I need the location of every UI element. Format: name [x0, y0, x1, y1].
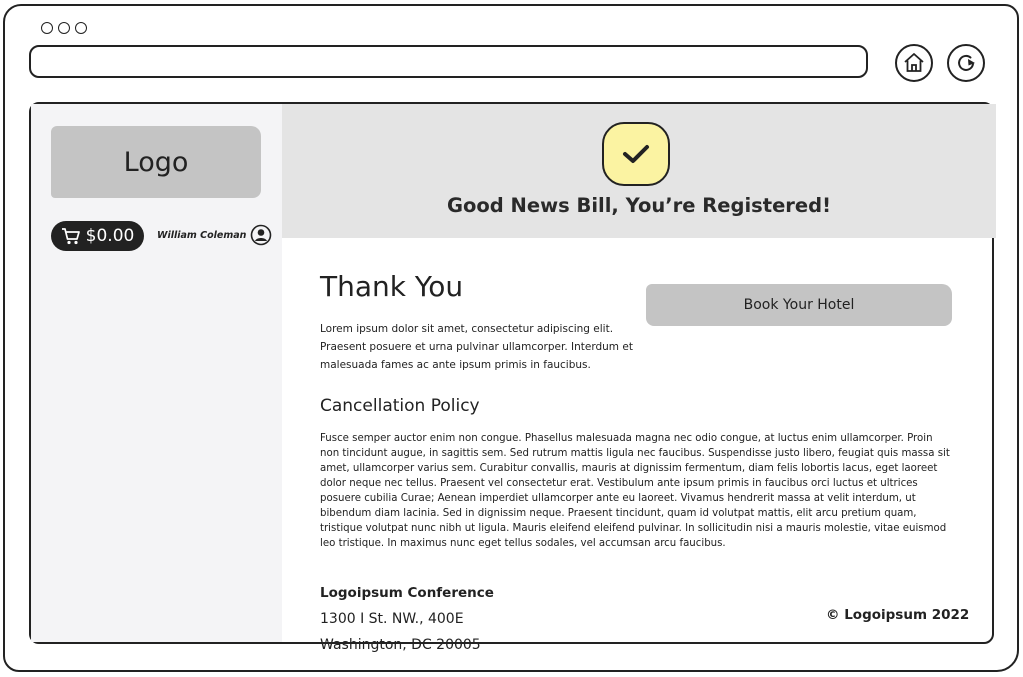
checkmark-icon [621, 142, 651, 166]
footer-address-line2: Washington, DC 20005 [320, 637, 481, 653]
banner-title: Good News Bill, You’re Registered! [447, 194, 831, 217]
cancellation-policy-text: Fusce semper auctor enim non congue. Phasellus malesuada magna nec odio congue, at luctus enim ullamcorper. Proin non tincidunt augue, in sagittis sem. Sed rutrum mattis ligula nec faucibus. Suspendisse justo libero, feugiat quis massa sit amet, ullamcorper varius sem. Curabitur convallis, mauris at dignissim fermentum, diam felis lobortis lacus, eget laoreet dolor neque nec tellus. Praesent vel consectetur erat. Vestibulum ante ipsum primis in faucibus orci luctus et ultrices posuere cubilia Curae; Aenean imperdiet ullamcorper ante eu laoreet. Vivamus hendrerit massa at velit interdum, ut bibendum diam lacinia. Sed in dignissim neque. Praesent tincidunt, quam id volutpat mattis, elit arcu pretium quam, tristique volutpat nunc nibh ut ligula. Mauris eleifend eleifend pulvinar. In sollicitudin nisi a mauris molestie, vitae euismod leo tristique. In maximus nunc eget tellus sodales, vel accumsan arcu faucibus. [320, 433, 950, 549]
cart-button[interactable] [51, 221, 144, 251]
logo[interactable] [51, 126, 261, 198]
reload-icon [954, 51, 978, 75]
reload-button[interactable] [947, 44, 985, 82]
window-controls [41, 22, 87, 34]
footer-address-line1: 1300 I St. NW., 400E [320, 611, 464, 627]
main-content [282, 104, 996, 653]
footer-copyright: © Logoipsum 2022 [826, 607, 970, 623]
logo-text: Logo [123, 146, 189, 178]
sidebar [31, 104, 282, 642]
address-bar[interactable] [29, 45, 868, 78]
home-icon [902, 51, 926, 75]
window-dot-minimize[interactable] [58, 22, 70, 34]
user-name: William Coleman [157, 229, 247, 241]
cart-total: $0.00 [85, 226, 135, 246]
page-viewport [29, 102, 994, 653]
home-button[interactable] [895, 44, 933, 82]
page-title: Thank You [320, 270, 464, 303]
intro-text: Lorem ipsum dolor sit amet, consectetur adipiscing elit. Praesent posuere et urna pulvinar ullamcorper. Interdum et malesuada fames ac ante ipsum primis in faucibus. [320, 323, 633, 371]
user-avatar-icon [250, 224, 272, 246]
window-dot-maximize[interactable] [75, 22, 87, 34]
book-hotel-button[interactable]: Book Your Hotel [646, 284, 952, 326]
footer-org-name: Logoipsum Conference [320, 585, 494, 601]
cart-icon [61, 227, 81, 245]
window-dot-close[interactable] [41, 22, 53, 34]
success-badge [602, 122, 670, 186]
success-banner [282, 104, 996, 238]
user-menu[interactable] [157, 224, 272, 246]
cancellation-policy-heading: Cancellation Policy [320, 396, 480, 416]
